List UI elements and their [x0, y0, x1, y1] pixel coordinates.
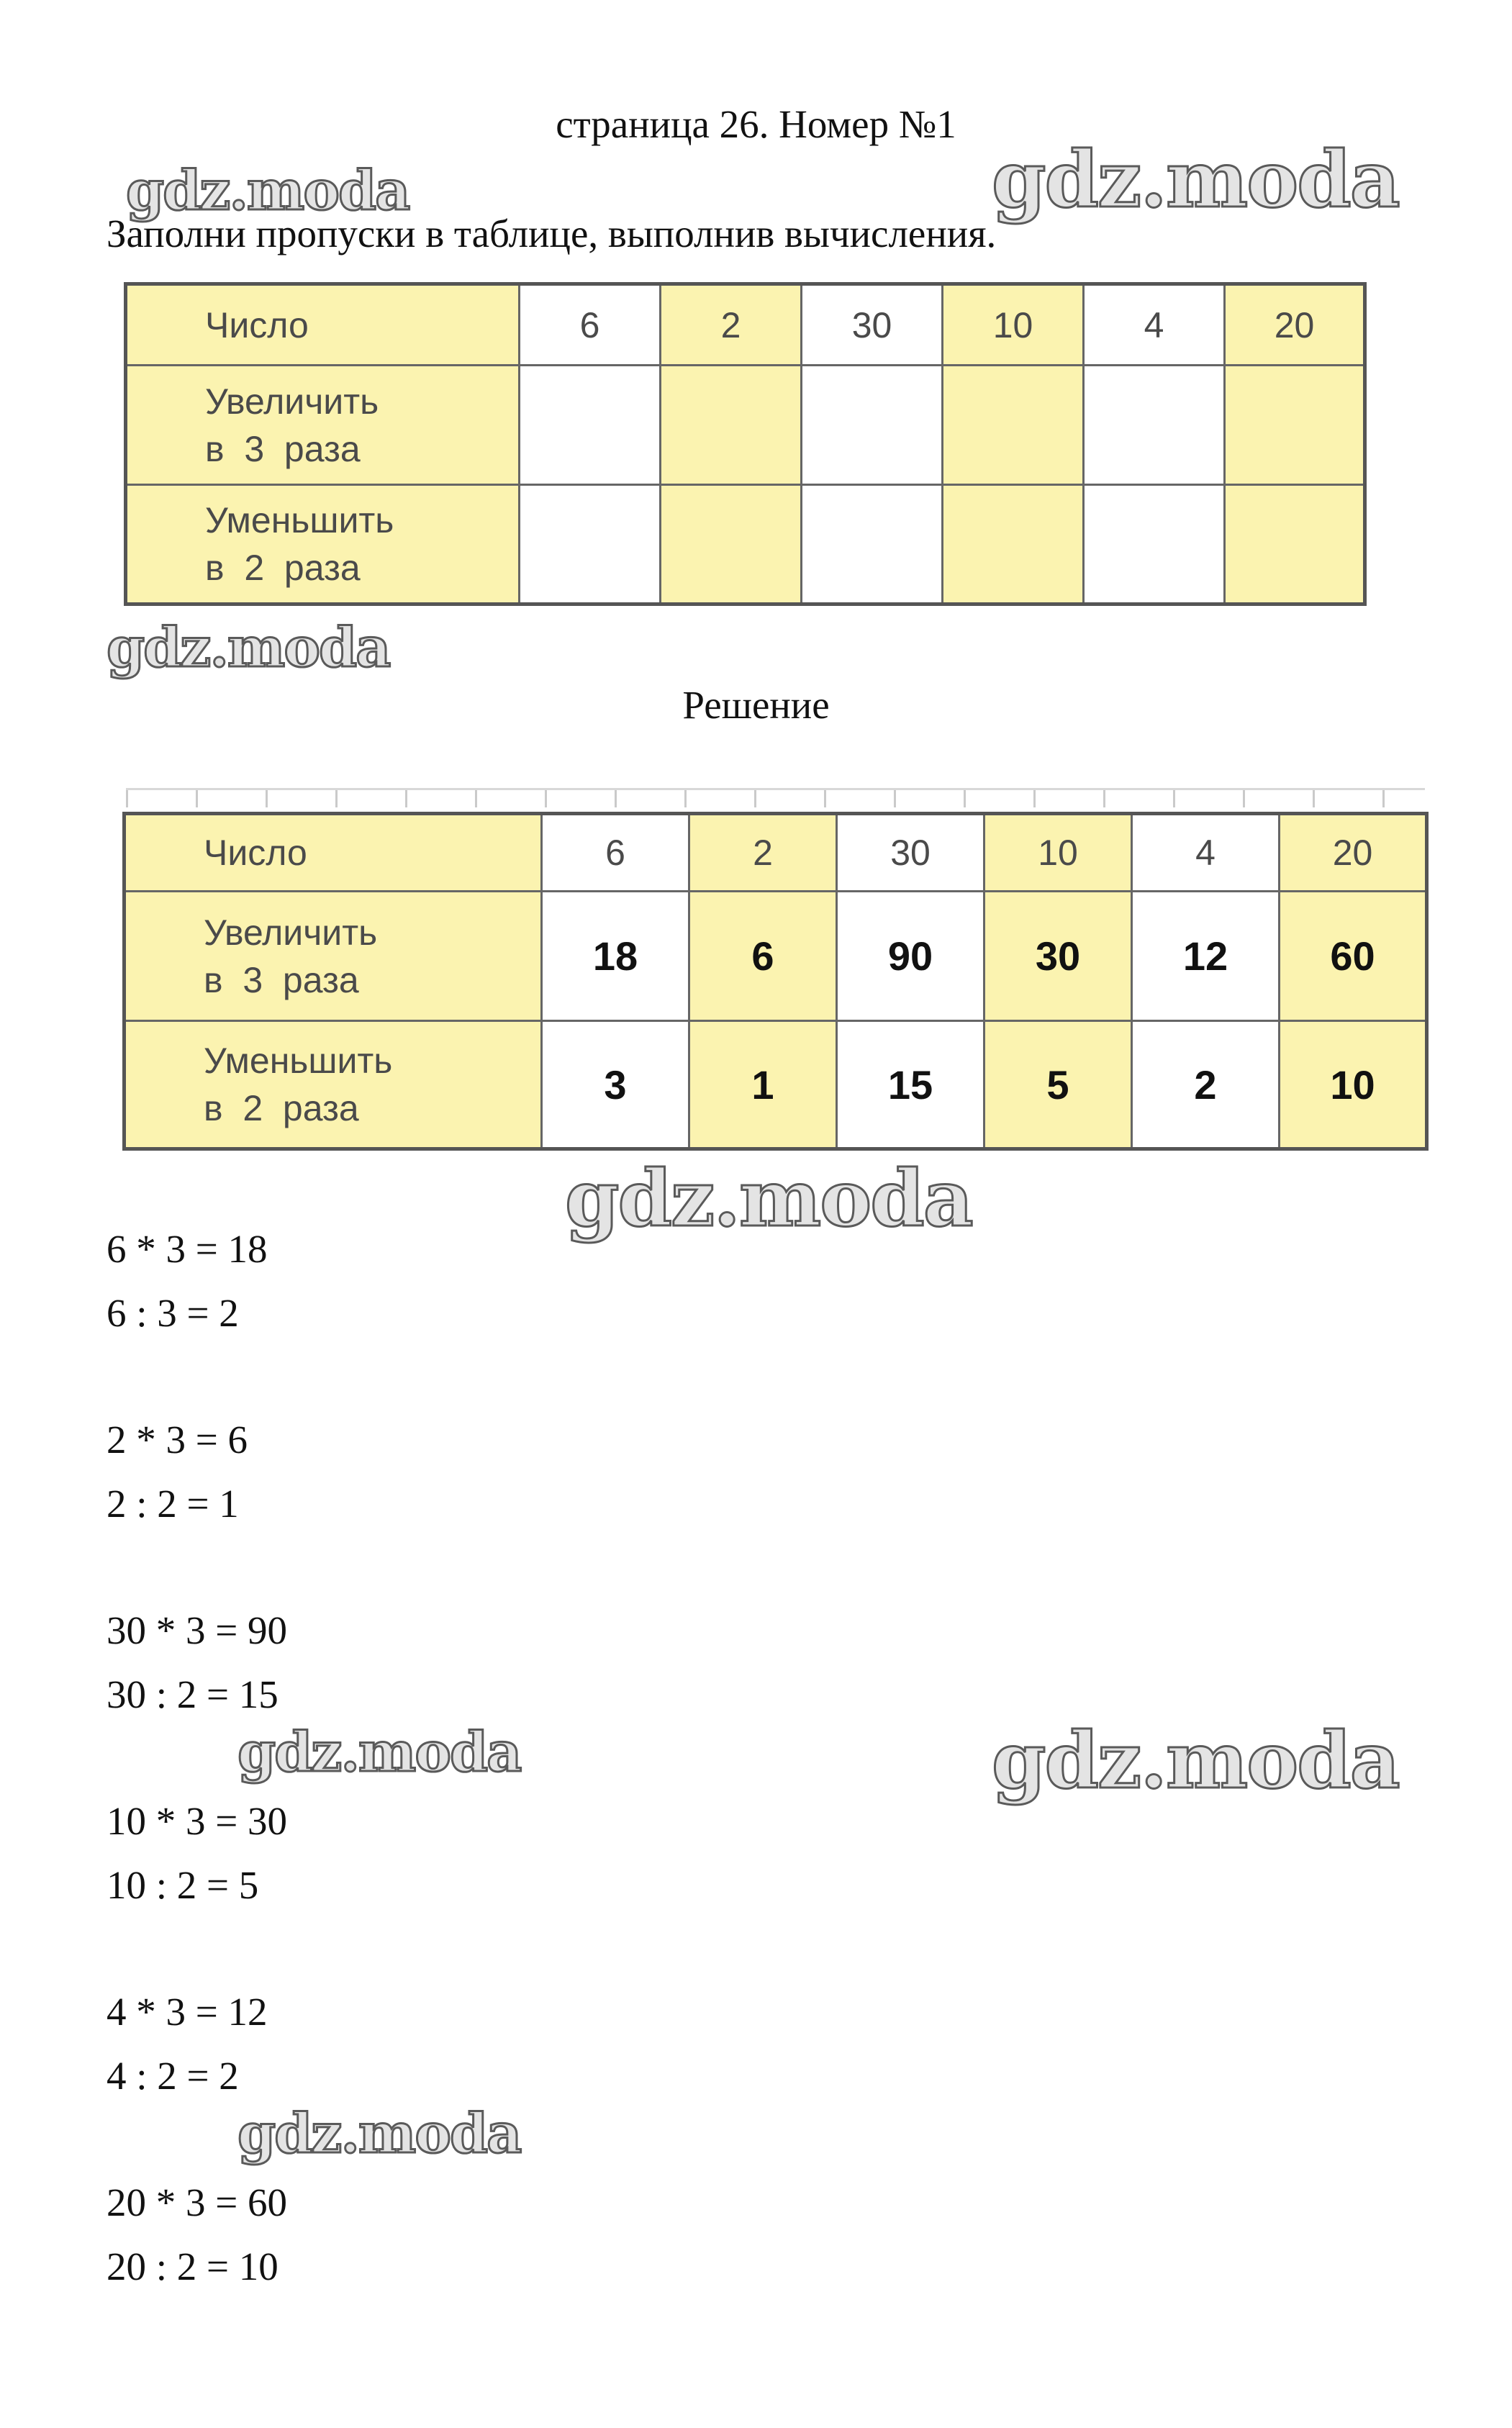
answer-cell: 30 — [984, 892, 1132, 1021]
blank-cell — [802, 485, 943, 604]
page-title: страница 26. Номер №1 — [556, 102, 956, 146]
number-cell: 10 — [943, 284, 1084, 366]
row-label-line: в 2 раза — [205, 548, 361, 588]
row-label-line: в 3 раза — [204, 959, 359, 1000]
table-row — [125, 1021, 1427, 1149]
blank-cell — [520, 485, 661, 604]
calculation-line: 2 * 3 = 6 — [107, 1418, 248, 1462]
row-label-line: Увеличить — [205, 381, 379, 422]
calculation-line: 30 * 3 = 90 — [107, 1608, 288, 1652]
row-label-line: Уменьшить — [204, 1041, 393, 1081]
watermark: gdz.moda — [992, 135, 1399, 225]
answer-cell: 5 — [984, 1021, 1132, 1149]
solution-heading: Решение — [682, 683, 830, 727]
watermark: gdz.moda — [107, 615, 390, 679]
row-label-increase — [126, 366, 520, 485]
answer-cell: 60 — [1280, 892, 1427, 1021]
problem-table — [124, 282, 1367, 606]
calculation-line: 2 : 2 = 1 — [107, 1482, 239, 1526]
number-cell: 4 — [1084, 284, 1225, 366]
calculation-line: 6 * 3 = 18 — [107, 1227, 268, 1271]
number-cell: 30 — [802, 284, 943, 366]
row-label-decrease — [126, 485, 520, 604]
table-row — [126, 284, 1365, 366]
row-label-decrease — [125, 1021, 542, 1149]
watermark: gdz.moda — [237, 2101, 521, 2165]
number-cell: 20 — [1225, 284, 1365, 366]
answer-cell: 18 — [542, 892, 689, 1021]
row-label-line: в 3 раза — [205, 428, 361, 469]
solution-table — [122, 812, 1429, 1151]
number-cell: 6 — [520, 284, 661, 366]
table-row — [126, 485, 1365, 604]
row-label-line: в 2 раза — [204, 1088, 359, 1128]
row-label-line: Увеличить — [204, 912, 378, 953]
number-cell: 2 — [689, 814, 837, 892]
blank-cell — [1084, 366, 1225, 485]
row-label-increase — [125, 892, 542, 1021]
answer-cell: 3 — [542, 1021, 689, 1149]
answer-cell: 6 — [689, 892, 837, 1021]
watermark: gdz.moda — [565, 1154, 972, 1244]
calculation-line: 10 * 3 = 30 — [107, 1799, 288, 1843]
answer-cell: 12 — [1132, 892, 1280, 1021]
number-cell: 20 — [1280, 814, 1427, 892]
number-cell: 30 — [837, 814, 984, 892]
blank-cell — [1225, 485, 1365, 604]
answer-cell: 15 — [837, 1021, 984, 1149]
number-cell: 10 — [984, 814, 1132, 892]
blank-cell — [1225, 366, 1365, 485]
answer-cell: 90 — [837, 892, 984, 1021]
row-label-number: Число — [125, 814, 542, 892]
number-cell: 2 — [661, 284, 802, 366]
blank-cell — [943, 485, 1084, 604]
table-row — [126, 366, 1365, 485]
calculation-line: 4 : 2 = 2 — [107, 2054, 239, 2098]
calculation-line: 20 * 3 = 60 — [107, 2180, 288, 2224]
blank-cell — [943, 366, 1084, 485]
blank-cell — [661, 485, 802, 604]
calculation-line: 20 : 2 = 10 — [107, 2244, 279, 2288]
calculation-line: 10 : 2 = 5 — [107, 1863, 259, 1907]
answer-cell: 10 — [1280, 1021, 1427, 1149]
watermark: gdz.moda — [126, 158, 409, 222]
calculation-line: 4 * 3 = 12 — [107, 1990, 268, 2034]
task-text: Заполни пропуски в таблице, выполнив вычисления. — [107, 212, 997, 255]
blank-cell — [1084, 485, 1225, 604]
calculation-line: 30 : 2 = 15 — [107, 1672, 279, 1716]
blank-cell — [661, 366, 802, 485]
watermark: gdz.moda — [237, 1720, 521, 1784]
ruler-ticks — [126, 788, 1425, 807]
watermark: gdz.moda — [992, 1716, 1399, 1806]
table-row — [125, 892, 1427, 1021]
answer-cell: 1 — [689, 1021, 837, 1149]
number-cell: 4 — [1132, 814, 1280, 892]
table-row — [125, 814, 1427, 892]
row-label-line: Уменьшить — [205, 500, 394, 540]
calculation-line: 6 : 3 = 2 — [107, 1291, 239, 1335]
blank-cell — [802, 366, 943, 485]
row-label-number: Число — [126, 284, 520, 366]
blank-cell — [520, 366, 661, 485]
answer-cell: 2 — [1132, 1021, 1280, 1149]
number-cell: 6 — [542, 814, 689, 892]
